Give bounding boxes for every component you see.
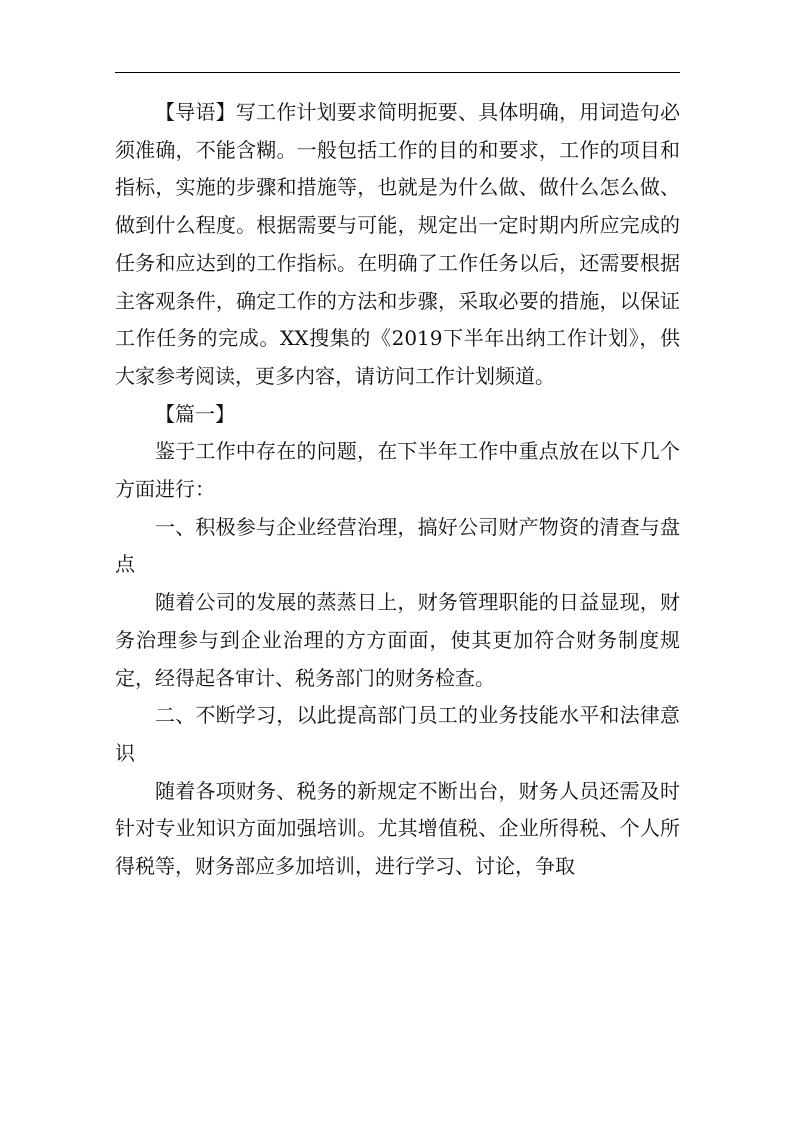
intro-paragraph: 【导语】写工作计划要求简明扼要、具体明确，用词造句必须准确，不能含糊。一般包括工作的目的和要求，工作的项目和指标，实施的步骤和措施等，也就是为什么做、做什么怎么做、做到什么程度。根据需要与可能，规定出一定时期内所应完成的任务和应达到的工作指标。在明确了工作任务以后，还需要根据主客观条件，确定工作的方法和步骤，采取必要的措施，以保证工作任务的完成。XX搜集的《2019下半年出纳工作计划》，供大家参考阅读，更多内容，请访问工作计划频道。 [115, 100, 680, 388]
header-rule [115, 72, 680, 73]
document-body [115, 94, 680, 886]
item-heading-1: 一、积极参与企业经营治理，搞好公司财产物资的清查与盘点 [115, 514, 680, 577]
item-heading-2: 二、不断学习，以此提高部门员工的业务技能水平和法律意识 [115, 703, 680, 765]
section-title: 【篇一】 [155, 401, 235, 426]
body-paragraph: 随着公司的发展的蒸蒸日上，财务管理职能的日益显现，财务治理参与到企业治理的方方面面，使其更加符合财务制度规定，经得起各审计、税务部门的财务检查。 [115, 590, 680, 690]
body-paragraph: 鉴于工作中存在的问题，在下半年工作中重点放在以下几个方面进行： [115, 439, 680, 502]
body-paragraph: 随着各项财务、税务的新规定不断出台，财务人员还需及时针对专业知识方面加强培训。尤其增值税、企业所得税、个人所得税等，财务部应多加培训，进行学习、讨论，争取 [115, 778, 680, 879]
